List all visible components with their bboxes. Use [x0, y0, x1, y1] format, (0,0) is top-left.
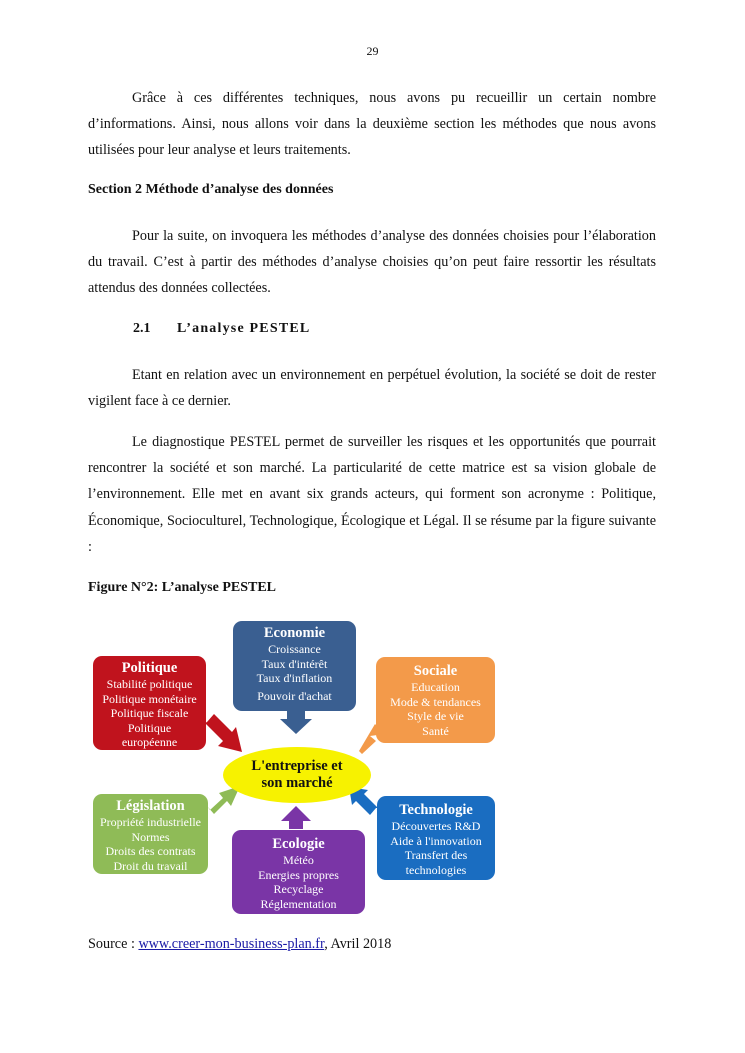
arrow-legislation: [207, 786, 240, 814]
technologie-title: Technologie: [399, 802, 473, 818]
subheading-pestel: [133, 321, 310, 337]
ecologie-item: Réglementation: [260, 896, 337, 911]
paragraph-environment: Etant en relation avec un environnement en perpétuel évolution, la société se doit de rester vigilent face à ce dernier.: [88, 367, 656, 410]
box-technologie: [377, 796, 495, 880]
paragraph-intro: Grâce à ces différentes techniques, nous avons pu recueillir un certain nombre d’informations. Ainsi, nous allons voir dans la deuxième section les méthodes que nous avons utilisées pour leur analyse et leurs traitements.: [88, 90, 656, 159]
legislation-item: Droits des contrats: [105, 844, 196, 858]
box-ecologie: [232, 830, 365, 914]
ecologie-item: Météo: [283, 853, 314, 867]
technologie-item: Aide à l'innovation: [390, 833, 482, 848]
legislation-title: Législation: [116, 798, 185, 814]
politique-item: européenne: [121, 735, 178, 749]
sociale-title: Sociale: [413, 663, 458, 679]
source-prefix: Source :: [88, 936, 139, 952]
technologie-item: technologies: [405, 862, 467, 877]
economie-item: Taux d'intérêt: [261, 656, 328, 671]
box-sociale: [376, 657, 495, 743]
subheading-number: 2.1: [133, 321, 151, 336]
sociale-item: Education: [411, 680, 460, 694]
subheading-text: L’analyse PESTEL: [177, 321, 311, 336]
economie-item: Croissance: [268, 642, 321, 656]
sociale-item: Mode & tendances: [390, 694, 481, 709]
center-line1: L'entreprise et: [251, 758, 343, 774]
arrow-technologie: [349, 787, 378, 815]
arrow-sociale: [359, 724, 385, 754]
arrow-politique: [205, 714, 242, 752]
center-line2: son marché: [261, 775, 333, 791]
page-number: 29: [366, 44, 379, 58]
technologie-item: Découvertes R&D: [391, 819, 481, 833]
economie-item: Pouvoir d'achat: [257, 688, 332, 703]
paragraph-methods: Pour la suite, on invoquera les méthodes d’analyse des données choisies pour l’élaboration du travail. C’est à partir des méthodes d’analyse choisies qu’on peut faire ressortir les résultats attendus des données collectées.: [88, 228, 656, 297]
figure-title: Figure N°2: L’analyse PESTEL: [88, 580, 277, 595]
politique-item: Politique fiscale: [110, 706, 189, 720]
politique-title: Politique: [121, 660, 178, 676]
sociale-item: Santé: [422, 723, 449, 738]
technologie-item: Transfert des: [404, 848, 468, 862]
arrow-economie: [280, 711, 312, 734]
center-ellipse: [223, 747, 371, 803]
ecologie-item: Recyclage: [273, 882, 324, 896]
ecologie-item: Energies propres: [258, 867, 339, 882]
source-suffix: , Avril 2018: [324, 936, 392, 952]
box-legislation: [93, 794, 208, 874]
section-heading: Section 2 Méthode d’analyse des données: [88, 182, 334, 197]
economie-item: Taux d'inflation: [256, 671, 333, 685]
paragraph-pestel-description: Le diagnostique PESTEL permet de surveiller les risques et les opportunités que pourrait rencontrer la société et son marché. La particularité de cette matrice est sa vision globale de l’environnement. Elle met en avant six grands acteurs, qui forment son acronyme : Politique, Économique, Socioculturel, Technologique, Écologique et Légal. Il se résume par la figure suivante :: [88, 434, 656, 555]
box-politique: [93, 656, 206, 750]
sociale-item: Style de vie: [407, 709, 464, 723]
politique-item: Politique: [127, 720, 172, 735]
economie-title: Economie: [263, 625, 326, 641]
politique-item: Politique monétaire: [102, 691, 197, 706]
legislation-item: Droit du travail: [113, 858, 188, 873]
box-economie: [233, 621, 356, 711]
legislation-item: Normes: [131, 829, 170, 844]
politique-item: Stabilité politique: [106, 677, 193, 691]
ecologie-title: Ecologie: [272, 836, 325, 852]
figure-source: [88, 936, 391, 953]
legislation-item: Propriété industrielle: [100, 815, 201, 829]
arrow-ecologie: [281, 806, 311, 829]
source-link[interactable]: www.creer-mon-business-plan.fr: [138, 936, 325, 952]
